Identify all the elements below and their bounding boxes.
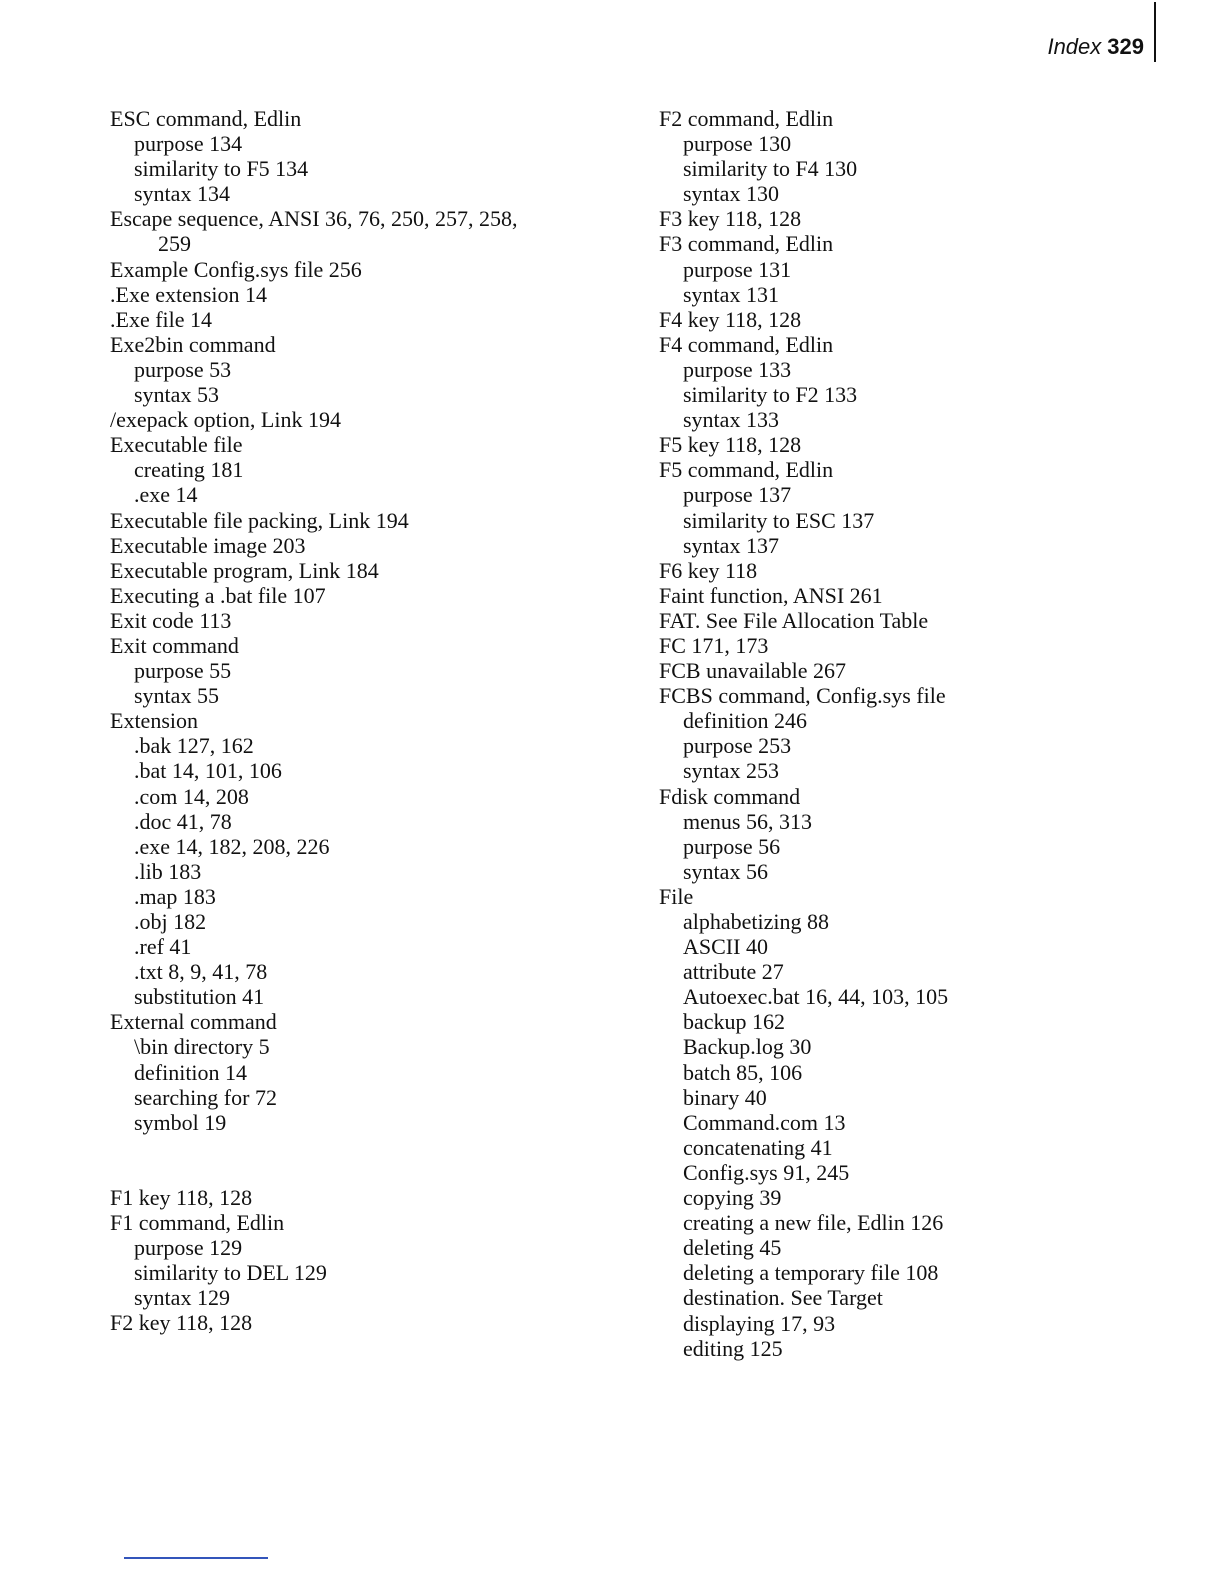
index-subentry: deleting 45 (683, 1235, 782, 1261)
index-entry: FC 171, 173 (659, 632, 769, 658)
index-entry: Faint function, ANSI 261 (659, 582, 883, 608)
index-subentry: .ref 41 (134, 934, 192, 960)
index-subentry: ASCII 40 (683, 934, 768, 960)
index-entry: FAT. See File Allocation Table (659, 607, 929, 633)
index-subentry: syntax 53 (134, 382, 219, 408)
index-subentry: similarity to ESC 137 (683, 507, 875, 533)
index-subentry: destination. See Target (683, 1285, 883, 1311)
index-entry: .Exe extension 14 (110, 281, 268, 307)
index-entry: External command (110, 1009, 277, 1035)
footer-rule (124, 1557, 268, 1559)
index-subentry: symbol 19 (134, 1109, 227, 1135)
index-subentry: copying 39 (683, 1185, 782, 1211)
index-subentry: .exe 14, 182, 208, 226 (134, 833, 330, 859)
header-rule (1154, 2, 1156, 62)
index-subentry: syntax 133 (683, 407, 779, 433)
index-subentry: purpose 253 (683, 733, 792, 759)
index-subentry: syntax 253 (683, 758, 779, 784)
index-entry: Executable image 203 (110, 532, 306, 558)
index-subentry: purpose 53 (134, 356, 232, 382)
index-subentry: definition 14 (134, 1059, 248, 1085)
index-subentry: .map 183 (134, 883, 216, 909)
index-subentry: .bat 14, 101, 106 (134, 758, 282, 784)
index-entry: ESC command, Edlin (110, 106, 302, 131)
index-column-left (110, 106, 580, 1335)
index-subentry: displaying 17, 93 (683, 1310, 836, 1336)
index-subentry: .exe 14 (134, 482, 198, 508)
index-subentry: Backup.log 30 (683, 1034, 812, 1060)
index-subentry: purpose 56 (683, 833, 781, 859)
index-subentry: purpose 129 (134, 1235, 243, 1261)
index-entry: Escape sequence, ANSI 36, 76, 250, 257, 258, (110, 206, 518, 232)
index-entry: Exit code 113 (110, 607, 232, 633)
index-subentry: .doc 41, 78 (134, 808, 232, 834)
index-subentry: batch 85, 106 (683, 1059, 803, 1085)
index-entry: F3 command, Edlin (659, 231, 834, 257)
index-subentry: purpose 55 (134, 658, 232, 684)
index-entry: /exepack option, Link 194 (110, 407, 341, 433)
index-subentry: definition 246 (683, 708, 808, 734)
index-entry: Executing a .bat file 107 (110, 582, 326, 608)
index-subentry: editing 125 (683, 1335, 783, 1361)
index-subentry: .com 14, 208 (134, 783, 249, 809)
index-entry: F1 key 118, 128 (110, 1184, 253, 1210)
index-entry: F5 key 118, 128 (659, 432, 802, 458)
index-entry: FCBS command, Config.sys file (659, 683, 946, 709)
index-subentry: syntax 130 (683, 181, 779, 207)
index-subentry: Command.com 13 (683, 1109, 846, 1135)
index-subentry: creating 181 (134, 457, 244, 483)
index-entry: Example Config.sys file 256 (110, 256, 362, 282)
index-subentry: similarity to DEL 129 (134, 1260, 327, 1286)
index-subentry: deleting a temporary file 108 (683, 1260, 939, 1286)
index-subentry: similarity to F4 130 (683, 156, 858, 182)
index-subentry: similarity to F2 133 (683, 382, 858, 408)
index-gap (110, 1135, 580, 1185)
index-entry: F4 key 118, 128 (659, 306, 802, 332)
index-subentry: syntax 55 (134, 683, 219, 709)
index-entry: File (659, 883, 694, 909)
index-subentry: concatenating 41 (683, 1134, 833, 1160)
index-subentry: syntax 137 (683, 532, 779, 558)
index-subentry: purpose 131 (683, 256, 792, 282)
index-subentry: purpose 133 (683, 356, 792, 382)
index-entry: Fdisk command (659, 783, 801, 809)
index-subentry: .obj 182 (134, 909, 207, 934)
index-entry: F6 key 118 (659, 557, 758, 583)
page-header (1047, 34, 1144, 60)
index-entry: Extension (110, 708, 198, 734)
index-entry: F5 command, Edlin (659, 457, 834, 483)
index-subentry: syntax 56 (683, 858, 768, 884)
index-entry: F2 key 118, 128 (110, 1310, 253, 1336)
index-subentry: substitution 41 (134, 984, 265, 1010)
index-subentry: syntax 134 (134, 181, 230, 207)
index-entry: Exit command (110, 632, 239, 658)
index-subentry: \bin directory 5 (134, 1034, 270, 1060)
index-continuation: 259 (158, 231, 191, 257)
index-entry: Exe2bin command (110, 331, 276, 357)
index-entry: F2 command, Edlin (659, 106, 834, 131)
index-subentry: purpose 134 (134, 131, 243, 157)
index-subentry: syntax 131 (683, 281, 779, 307)
index-subentry: Autoexec.bat 16, 44, 103, 105 (683, 984, 949, 1010)
index-column-right (659, 106, 1079, 1361)
index-entry: F3 key 118, 128 (659, 206, 802, 232)
index-subentry: backup 162 (683, 1009, 786, 1035)
index-entry: Executable program, Link 184 (110, 557, 379, 583)
index-entry: F4 command, Edlin (659, 331, 834, 357)
index-entry: .Exe file 14 (110, 306, 213, 332)
index-subentry: .txt 8, 9, 41, 78 (134, 959, 268, 985)
index-subentry: similarity to F5 134 (134, 156, 309, 182)
index-subentry: Config.sys 91, 245 (683, 1159, 850, 1185)
index-entry: FCB unavailable 267 (659, 658, 846, 684)
index-subentry: purpose 130 (683, 131, 792, 157)
header-label: Index (1047, 34, 1102, 59)
index-entry: Executable file (110, 432, 243, 458)
index-subentry: attribute 27 (683, 959, 784, 985)
index-subentry: menus 56, 313 (683, 808, 812, 834)
index-subentry: syntax 129 (134, 1285, 230, 1311)
index-subentry: alphabetizing 88 (683, 909, 830, 934)
index-subentry: .bak 127, 162 (134, 733, 254, 759)
index-subentry: creating a new file, Edlin 126 (683, 1210, 944, 1236)
page-number: 329 (1107, 34, 1144, 59)
index-subentry: purpose 137 (683, 482, 792, 508)
index-subentry: .lib 183 (134, 858, 202, 884)
index-entry: F1 command, Edlin (110, 1209, 285, 1235)
index-entry: Executable file packing, Link 194 (110, 507, 409, 533)
index-subentry: binary 40 (683, 1084, 767, 1110)
index-subentry: searching for 72 (134, 1084, 277, 1110)
